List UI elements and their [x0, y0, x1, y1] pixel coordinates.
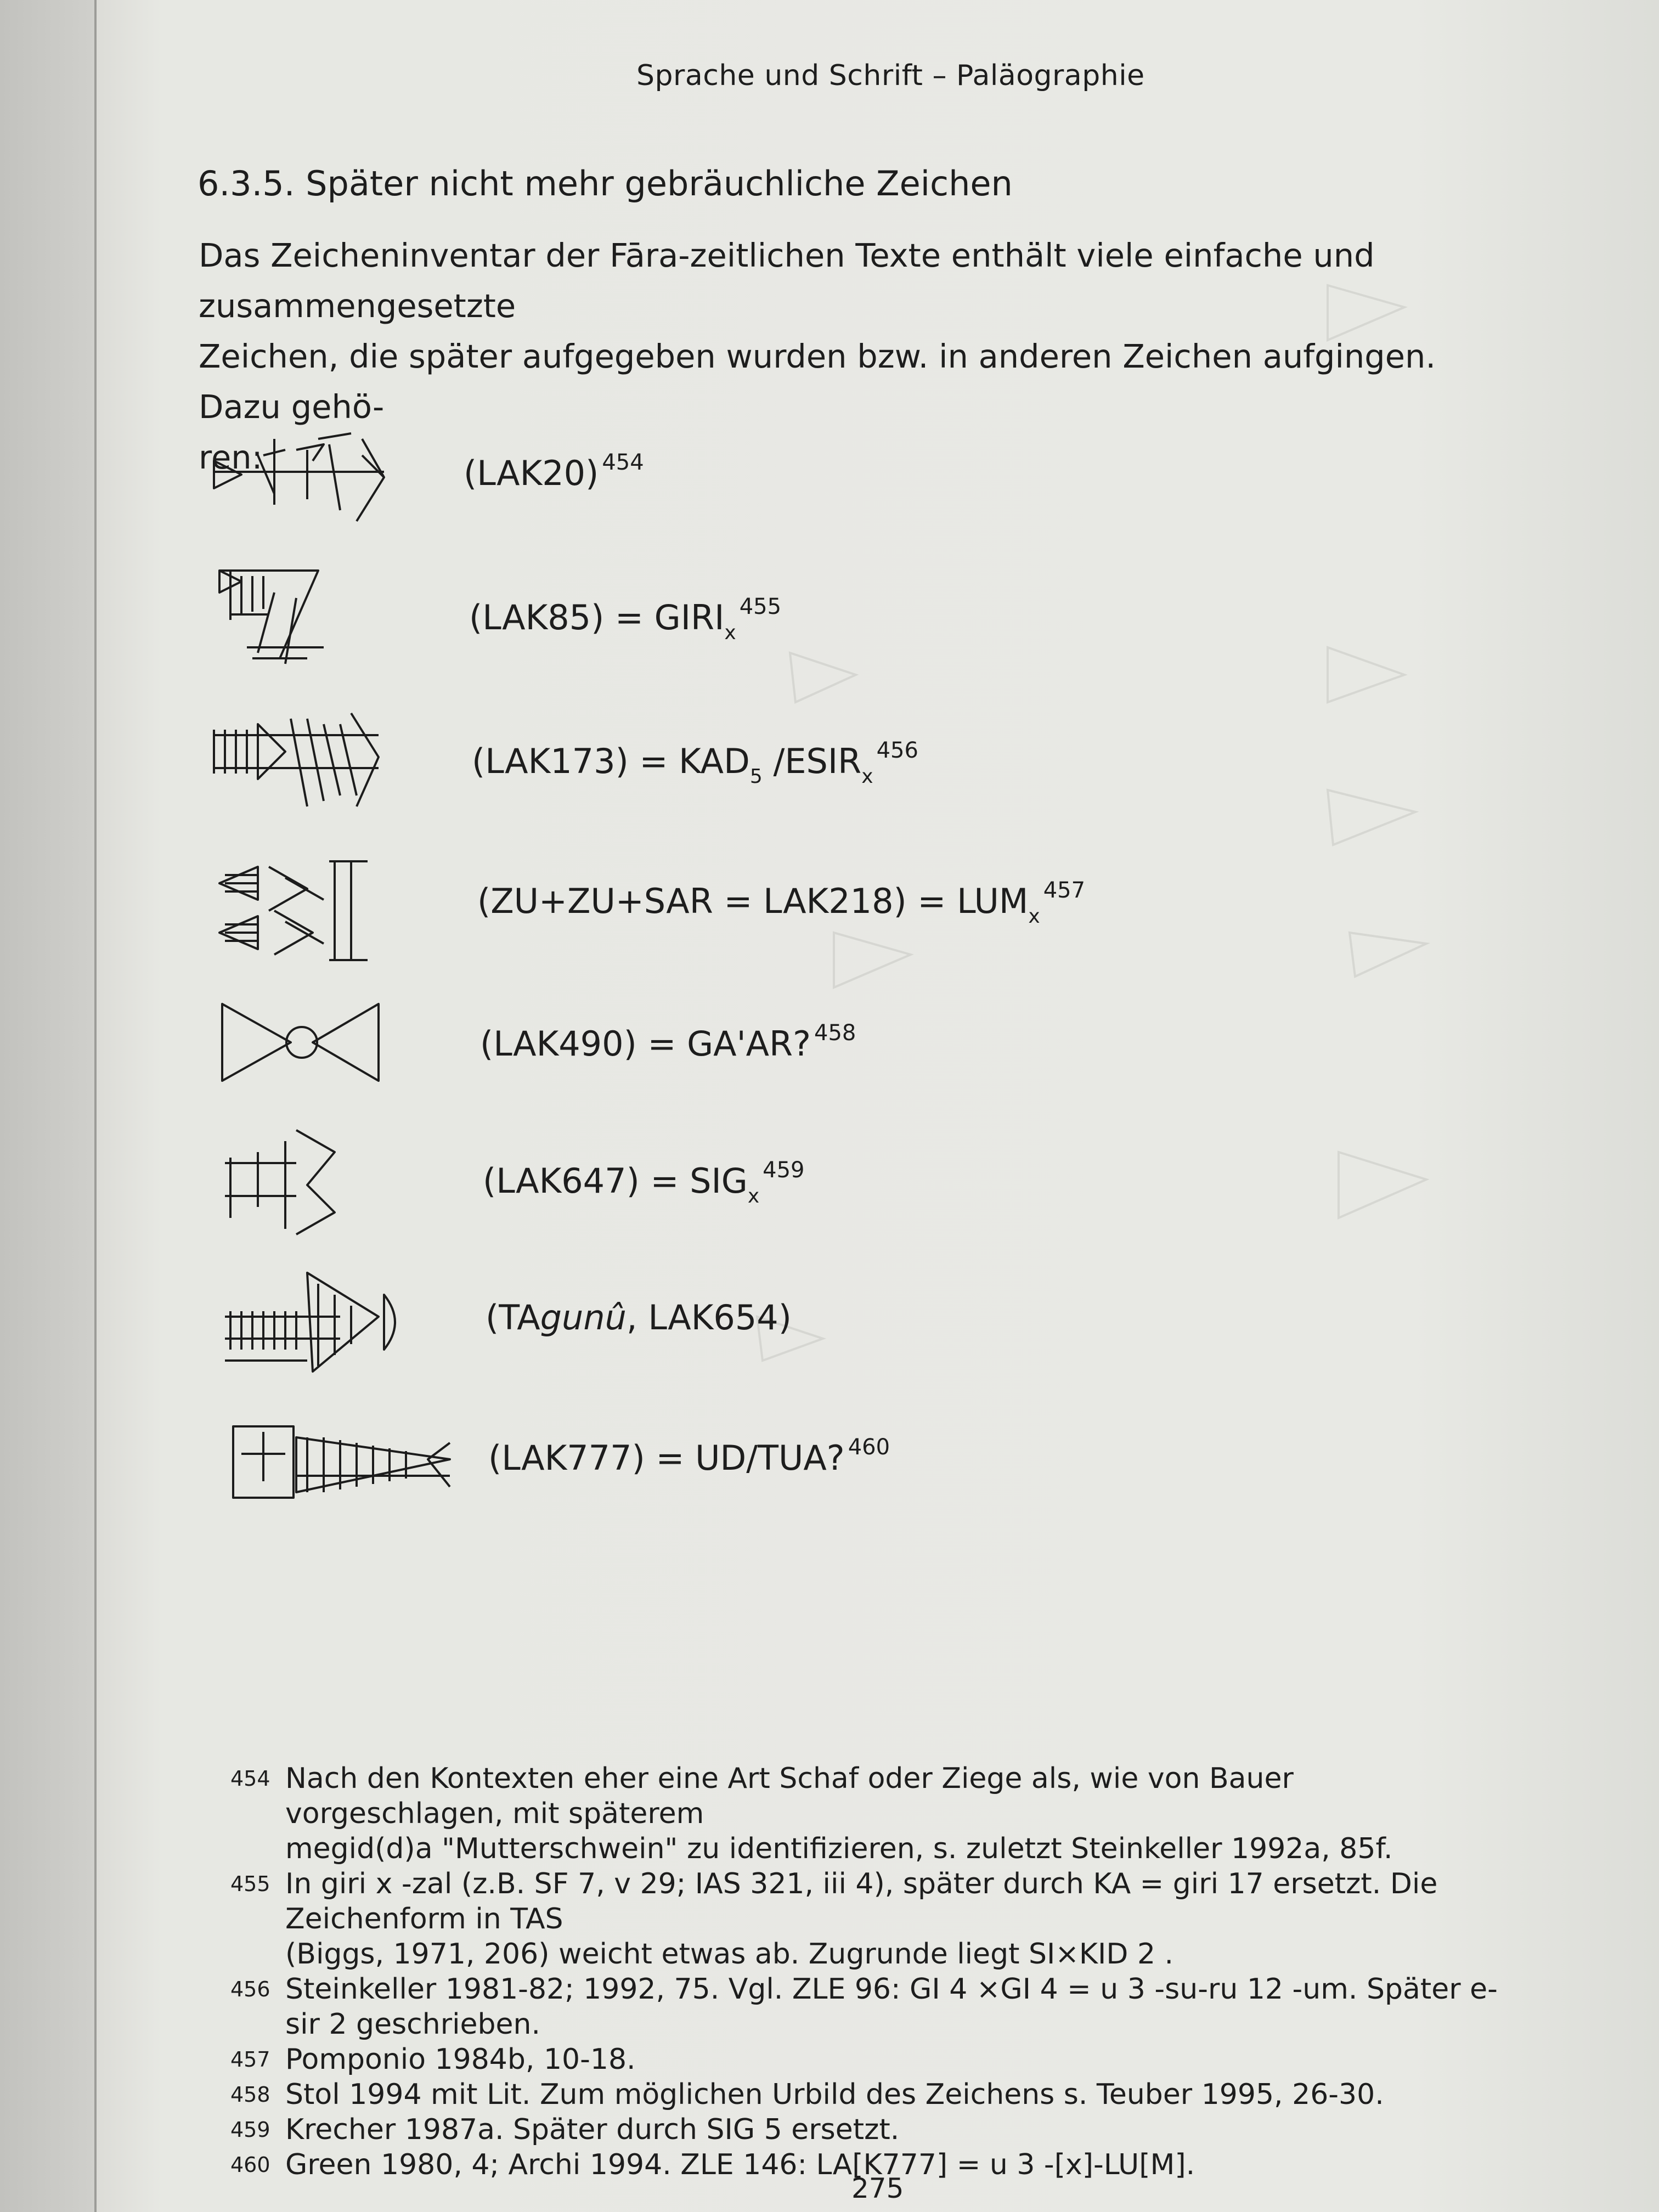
lak490-cuneiform-icon: [222, 1004, 379, 1081]
footnote-number: 457: [230, 2047, 270, 2072]
intro-line: ren:: [199, 438, 263, 476]
footnote: [230, 1972, 1503, 2042]
running-head: Sprache und Schrift – Paläographie: [636, 59, 1145, 92]
footnote-line: Krecher 1987a. Später durch SIG 5 ersetzt.: [285, 2113, 900, 2146]
sign-label: (LAK490) = GA'AR? $^{458}$: [480, 1020, 856, 1064]
footnote-line: Steinkeller 1981-82; 1992, 75. Vgl. ZLE 96: GI 4 ×GI 4 = u 3 -su-ru 12 -um. Später e-sir 2 geschrieben.: [285, 1973, 1498, 2041]
footnote-line: In giri x -zal (z.B. SF 7, v 29; IAS 321, iii 4), später durch KA = giri 17 ersetzt. Die Zeichenform in TAS: [285, 1867, 1438, 1936]
footnote-number: 456: [230, 1977, 270, 2001]
sign-label: $(LAK647) = SIG_x^{459}$: [483, 1158, 805, 1207]
footnote-line: megid(d)a "Mutterschwein" zu identifizieren, s. zuletzt Steinkeller 1992a, 85f.: [285, 1832, 1393, 1865]
footnote: [230, 2042, 1503, 2077]
footnote: [230, 2112, 1503, 2147]
footnote: [230, 1761, 1503, 1866]
footnote-number: 455: [230, 1872, 270, 1896]
footnote-line: (Biggs, 1971, 206) weicht etwas ab. Zugrunde liegt SI×KID 2 .: [285, 1938, 1174, 1971]
lak85-cuneiform-icon: [219, 571, 324, 664]
footnote-number: 454: [230, 1767, 270, 1791]
sign-label: (LAK777) = UD/TUA? $^{460}$: [488, 1435, 890, 1478]
zu-zu-sar-cuneiform-icon: [219, 861, 368, 960]
page-number: 275: [851, 2172, 904, 2204]
sign-label: (TAgunû, LAK654): [486, 1297, 792, 1338]
lak20-cuneiform-icon: [214, 433, 384, 521]
footnote: [230, 2077, 1503, 2112]
footnote-number: 459: [230, 2118, 270, 2142]
sign-label: (LAK20) $^{454}$: [464, 450, 644, 493]
footnote-line: Stol 1994 mit Lit. Zum möglichen Urbild des Zeichens s. Teuber 1995, 26-30.: [285, 2078, 1384, 2111]
sign-label: $(LAK85) = GIRI_x^{455}$: [469, 594, 782, 644]
footnote-number: 460: [230, 2153, 270, 2177]
footnotes: [230, 1761, 1503, 2182]
lak173-cuneiform-icon: [214, 713, 379, 806]
intro-line: Das Zeicheninventar der Fāra-zeitlichen Texte enthält viele einfache und zusammengesetzte: [199, 236, 1375, 325]
sign-label: $(ZU+ZU+SAR = LAK218) = LUM_x^{457}$: [477, 878, 1086, 928]
lak647-cuneiform-icon: [225, 1130, 335, 1234]
section-heading: 6.3.5. Später nicht mehr gebräuchliche Zeichen: [198, 163, 1013, 204]
footnote-number: 458: [230, 2083, 270, 2107]
intro-line: Zeichen, die später aufgegeben wurden bzw. in anderen Zeichen aufgingen. Dazu gehö-: [199, 337, 1436, 426]
sign-label: $(LAK173) = KAD_5$ $/ESIR_x^{456}$: [472, 738, 918, 788]
footnote-line: Nach den Kontexten eher eine Art Schaf oder Ziege als, wie von Bauer vorgeschlagen, mit späterem: [285, 1762, 1294, 1830]
lak777-cuneiform-icon: [233, 1426, 450, 1498]
footnote-line: Pomponio 1984b, 10-18.: [285, 2043, 636, 2076]
footnote-line: Green 1980, 4; Archi 1994. ZLE 146: LA[K777] = u 3 -[x]-LU[M].: [285, 2148, 1195, 2181]
tagunu-cuneiform-icon: [225, 1273, 395, 1372]
footnote: [230, 1866, 1503, 1972]
